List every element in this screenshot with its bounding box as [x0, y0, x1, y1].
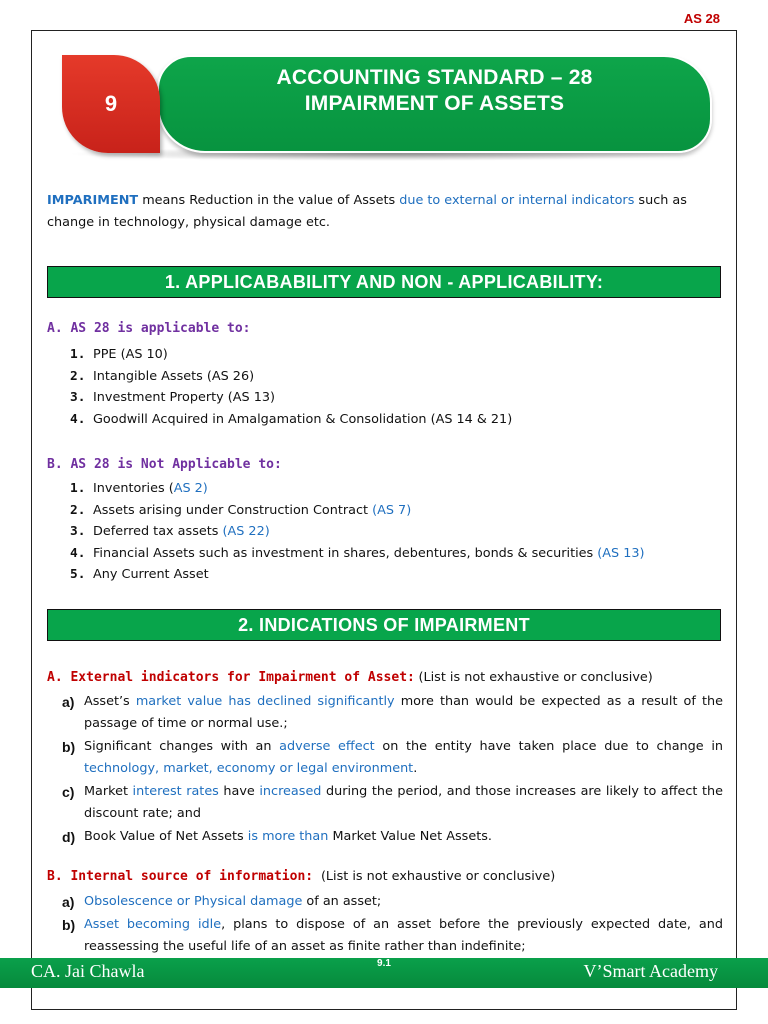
section-1a-heading: A. AS 28 is applicable to:	[47, 321, 251, 336]
item-text-part: on the entity have taken place due to change in	[374, 739, 724, 754]
chapter-title-line2: IMPAIRMENT OF ASSETS	[304, 92, 565, 115]
item-text-part: Asset’s	[84, 694, 136, 709]
list-item	[62, 891, 723, 913]
item-number: 4.	[70, 411, 86, 427]
item-number: c)	[62, 784, 75, 800]
section-2b-heading-row	[47, 869, 555, 884]
item-text-part: Market	[84, 784, 133, 799]
section-1b-heading: B. AS 28 is Not Applicable to:	[47, 457, 282, 472]
item-number: a)	[62, 894, 75, 910]
item-text	[84, 691, 723, 735]
item-highlight: is more than	[247, 829, 329, 844]
intro-paragraph	[47, 190, 723, 234]
item-number: 2.	[70, 502, 86, 518]
internal-indicators-list	[62, 891, 723, 959]
item-number: a)	[62, 694, 75, 710]
item-number: d)	[62, 829, 76, 845]
section-2a-heading: A. External indicators for Impairment of Asset:	[47, 670, 415, 685]
item-text-part: of an asset;	[302, 894, 382, 909]
item-text-part: , plans to dispose of an asset before the previously expected date, and reassessing the useful life of an asset as finite rather than indefinite;	[84, 917, 723, 954]
footer-author: CA. Jai Chawla	[31, 961, 145, 981]
item-number: 3.	[70, 390, 86, 405]
item-highlight: increased	[259, 784, 322, 799]
list-item	[62, 781, 723, 825]
item-reference: (AS 22)	[222, 524, 270, 539]
item-text: Intangible Assets (AS 26)	[93, 368, 255, 384]
footer-academy: V’Smart Academy	[583, 961, 718, 981]
applicable-list	[70, 344, 720, 430]
item-text-part: Market Value Net Assets.	[328, 829, 492, 844]
item-text: Assets arising under Construction Contract	[93, 502, 373, 518]
list-item	[70, 387, 720, 409]
list-item	[70, 521, 720, 543]
item-number: 5.	[70, 567, 86, 582]
list-item	[70, 366, 720, 388]
item-reference: (AS 13)	[597, 545, 645, 561]
chapter-number: 9	[104, 91, 118, 116]
item-text-part: .	[413, 761, 418, 776]
section-1-header: 1. APPLICABABILITY AND NON - APPLICABILITY:	[47, 266, 721, 298]
section-2a-heading-row	[47, 669, 653, 685]
list-item	[70, 409, 720, 431]
list-item	[70, 500, 720, 522]
chapter-title-line1: ACCOUNTING STANDARD – 28	[276, 66, 593, 89]
section-2a-note: (List is not exhaustive or conclusive)	[418, 670, 653, 685]
item-text	[84, 736, 723, 780]
list-item	[62, 826, 723, 848]
chapter-title	[157, 65, 712, 117]
item-text: Financial Assets such as investment in shares, debentures, bonds & securities	[93, 545, 598, 561]
list-item	[62, 914, 723, 958]
list-item	[70, 564, 720, 586]
intro-term: IMPARIMENT	[47, 193, 139, 208]
item-highlight: Obsolescence or Physical damage	[84, 894, 303, 909]
item-text-part: more than would be expected as a result of the passage of time or normal use.;	[84, 694, 723, 731]
item-text: Any Current Asset	[93, 567, 209, 582]
intro-text-1: means Reduction in the value of Assets	[138, 193, 400, 208]
item-text-part: Book Value of Net Assets	[84, 829, 248, 844]
item-text	[84, 891, 723, 913]
not-applicable-list	[70, 478, 720, 586]
item-text-part: Significant changes with an	[84, 739, 280, 754]
item-text: PPE (AS 10)	[93, 347, 168, 362]
item-text-part: during the period, and those increases are likely to affect the discount rate; and	[84, 784, 723, 821]
item-text-part: have	[218, 784, 260, 799]
list-item	[70, 478, 720, 500]
item-text	[84, 914, 723, 958]
section-2b-heading: B. Internal source of information:	[47, 869, 314, 884]
item-reference: AS 2)	[173, 481, 208, 496]
item-text: Inventories (	[93, 481, 174, 496]
item-number: 1.	[70, 347, 86, 362]
chapter-banner	[62, 55, 712, 155]
item-text	[84, 781, 723, 825]
list-item	[62, 736, 723, 780]
item-text	[84, 826, 723, 848]
page-number: 9.1	[377, 958, 391, 969]
item-text: Investment Property (AS 13)	[93, 390, 275, 405]
header-tag: AS 28	[683, 11, 720, 26]
intro-highlight: due to external or internal indicators	[399, 193, 635, 208]
item-text: Deferred tax assets	[93, 524, 223, 539]
list-item	[70, 543, 720, 565]
item-number: 3.	[70, 524, 86, 539]
list-item	[70, 344, 720, 366]
item-text: Goodwill Acquired in Amalgamation & Consolidation (AS 14 & 21)	[93, 411, 513, 427]
list-item	[62, 691, 723, 735]
external-indicators-list	[62, 691, 723, 849]
item-reference: (AS 7)	[372, 502, 412, 518]
item-highlight: interest rates	[132, 784, 219, 799]
section-2-header: 2. INDICATIONS OF IMPAIRMENT	[47, 609, 721, 641]
item-highlight: market value has declined significantly	[135, 694, 395, 709]
item-number: 1.	[70, 481, 86, 496]
intro-text-2: such as change in technology, physical damage etc.	[47, 193, 687, 230]
section-2b-note: (List is not exhaustive or conclusive)	[320, 869, 556, 884]
item-number: 2.	[70, 368, 86, 384]
item-number: b)	[62, 739, 76, 755]
item-number: 4.	[70, 545, 86, 561]
item-highlight: technology, market, economy or legal environment	[84, 761, 414, 776]
item-highlight: adverse effect	[279, 739, 375, 754]
item-highlight: Asset becoming idle	[84, 917, 222, 932]
item-number: b)	[62, 917, 76, 933]
